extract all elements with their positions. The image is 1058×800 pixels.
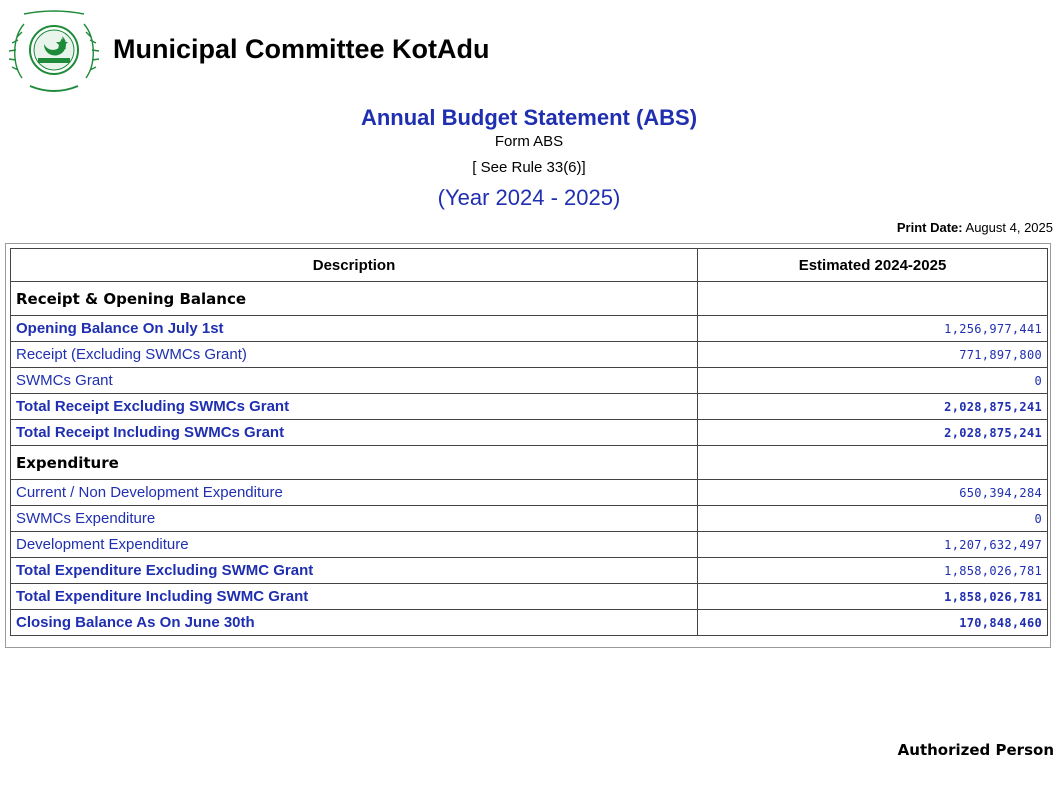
section-empty-cell bbox=[698, 446, 1048, 480]
description-column-header: Description bbox=[11, 249, 698, 282]
row-amount: 650,394,284 bbox=[698, 480, 1048, 506]
row-label: Current / Non Development Expenditure bbox=[11, 480, 698, 506]
table-row bbox=[11, 316, 1048, 342]
estimated-column-header: Estimated 2024-2025 bbox=[698, 249, 1048, 282]
row-label: Total Receipt Excluding SWMCs Grant bbox=[11, 394, 698, 420]
row-label: Total Expenditure Excluding SWMC Grant bbox=[11, 558, 698, 584]
authorized-person-label: Authorized Person bbox=[897, 741, 1054, 759]
table-row bbox=[11, 342, 1048, 368]
row-label: Closing Balance As On June 30th bbox=[11, 610, 698, 636]
row-label: Opening Balance On July 1st bbox=[11, 316, 698, 342]
section-row-receipt bbox=[11, 282, 1048, 316]
row-label: Development Expenditure bbox=[11, 532, 698, 558]
print-date bbox=[897, 220, 1053, 235]
table-row bbox=[11, 610, 1048, 636]
row-label: SWMCs Grant bbox=[11, 368, 698, 394]
section-row-expenditure bbox=[11, 446, 1048, 480]
budget-table bbox=[10, 248, 1048, 636]
table-row bbox=[11, 532, 1048, 558]
document-header bbox=[0, 104, 1058, 212]
row-label: Receipt (Excluding SWMCs Grant) bbox=[11, 342, 698, 368]
fiscal-year: (Year 2024 - 2025) bbox=[437, 185, 621, 210]
table-row bbox=[11, 558, 1048, 584]
table-header-row bbox=[11, 249, 1048, 282]
table-row bbox=[11, 368, 1048, 394]
section-empty-cell bbox=[698, 282, 1048, 316]
row-amount: 2,028,875,241 bbox=[698, 420, 1048, 446]
form-name: Form ABS bbox=[494, 133, 564, 150]
budget-table-container bbox=[5, 243, 1051, 648]
row-label: SWMCs Expenditure bbox=[11, 506, 698, 532]
row-amount: 771,897,800 bbox=[698, 342, 1048, 368]
table-row bbox=[11, 584, 1048, 610]
row-amount: 1,207,632,497 bbox=[698, 532, 1048, 558]
row-label: Total Expenditure Including SWMC Grant bbox=[11, 584, 698, 610]
print-date-label: Print Date: bbox=[896, 220, 963, 235]
table-row bbox=[11, 420, 1048, 446]
row-label: Total Receipt Including SWMCs Grant bbox=[11, 420, 698, 446]
section-title-expenditure: Expenditure bbox=[11, 446, 698, 480]
table-row bbox=[11, 506, 1048, 532]
row-amount: 1,858,026,781 bbox=[698, 584, 1048, 610]
table-row bbox=[11, 394, 1048, 420]
government-emblem-icon bbox=[8, 8, 100, 96]
row-amount: 1,858,026,781 bbox=[698, 558, 1048, 584]
row-amount: 0 bbox=[698, 506, 1048, 532]
row-amount: 1,256,977,441 bbox=[698, 316, 1048, 342]
table-row bbox=[11, 480, 1048, 506]
row-amount: 2,028,875,241 bbox=[698, 394, 1048, 420]
print-date-value: August 4, 2025 bbox=[965, 220, 1053, 235]
row-amount: 170,848,460 bbox=[698, 610, 1048, 636]
rule-reference: [ See Rule 33(6)] bbox=[472, 159, 586, 176]
document-title: Annual Budget Statement (ABS) bbox=[360, 105, 698, 130]
row-amount: 0 bbox=[698, 368, 1048, 394]
section-title-receipt: Receipt & Opening Balance bbox=[11, 282, 698, 316]
organization-name: Municipal Committee KotAdu bbox=[113, 34, 490, 64]
